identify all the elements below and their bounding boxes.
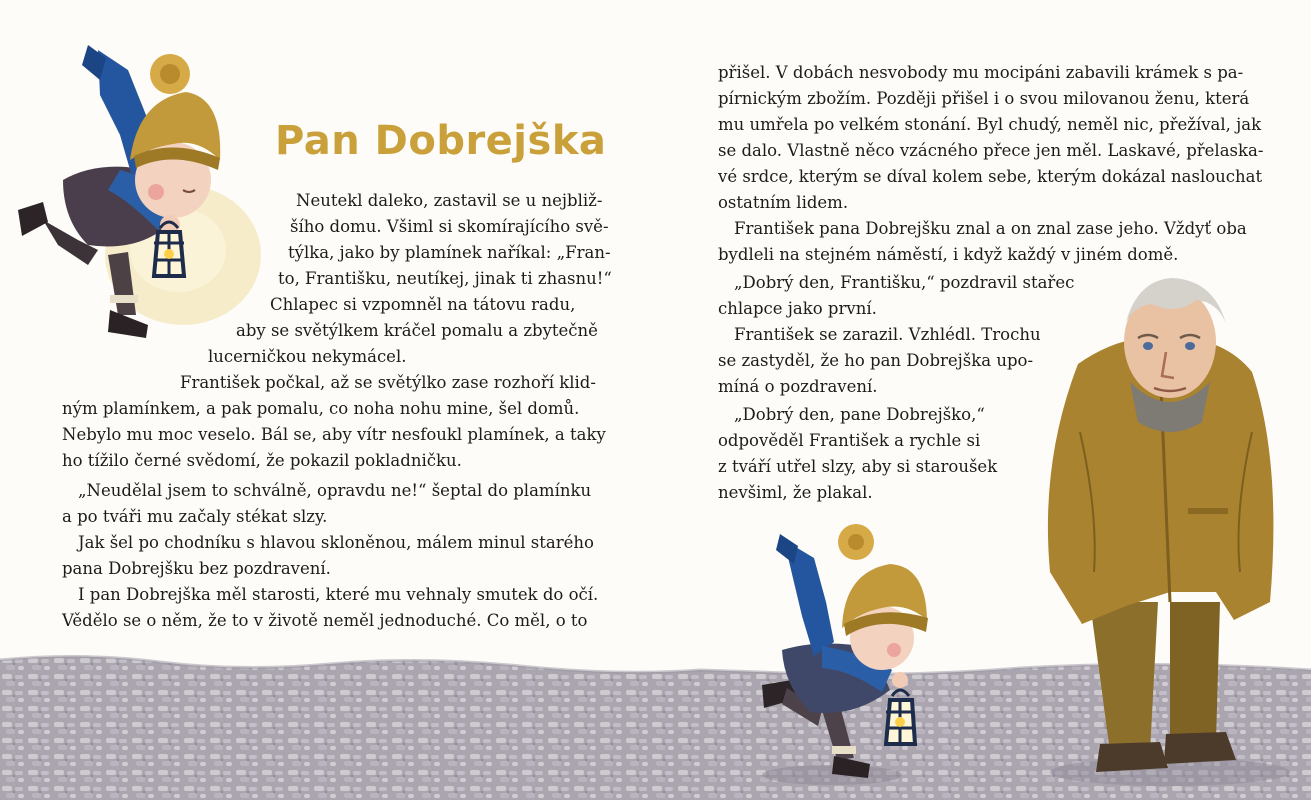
chapter-title: Pan Dobrejška — [275, 118, 607, 164]
old-man-illustration — [1020, 272, 1310, 792]
text-line: pírnickým zbožím. Později přišel i o svou milovanou ženu, která — [718, 89, 1250, 108]
text-line: se dalo. Vlastně něco vzácného přece jen měl. Laskavé, přelaska- — [718, 141, 1264, 160]
text-line: vé srdce, kterým se díval kolem sebe, kterým dokázal naslouchat — [718, 167, 1263, 186]
text-line: Vědělo se o něm, že to v životě neměl jednoduché. Co měl, o to — [62, 611, 588, 630]
text-line: šího domu. Všiml si skomírajícího svě- — [290, 217, 609, 236]
text-line: ho tížilo černé svědomí, že pokazil pokladničku. — [62, 451, 462, 470]
text-line: a po tváři mu začaly stékat slzy. — [62, 507, 328, 526]
text-line: „Neudělal jsem to schválně, opravdu ne!“ šeptal do plamínku — [78, 481, 592, 500]
text-line: ostatním lidem. — [718, 193, 849, 212]
text-line: „Dobrý den, Františku,“ pozdravil stařec — [734, 273, 1075, 292]
text-line: Nebylo mu moc veselo. Bál se, aby vítr nesfoukl plamínek, a taky — [62, 425, 606, 444]
text-line: přišel. V dobách nesvobody mu mocipáni zabavili krámek s pa- — [718, 63, 1244, 82]
text-line: František pana Dobrejšku znal a on znal zase jeho. Vždyť oba — [734, 219, 1247, 238]
text-line: z tváří utřel slzy, aby si staroušek — [718, 457, 998, 476]
text-line: Jak šel po chodníku s hlavou skloněnou, málem minul starého — [78, 533, 594, 552]
text-line: bydleli na stejném náměstí, i když každý v jiném domě. — [718, 245, 1179, 264]
text-line: František se zarazil. Vzhlédl. Trochu — [734, 325, 1041, 344]
text-line: I pan Dobrejška měl starosti, které mu vehnaly smutek do očí. — [78, 585, 599, 604]
text-line: míná o pozdravení. — [718, 377, 878, 396]
text-line: týlka, jako by plamínek naříkal: „Fran- — [288, 243, 611, 262]
text-line: „Dobrý den, pane Dobrejško,“ — [734, 405, 985, 424]
walking-boy-illustration — [722, 520, 942, 790]
text-line: nevšiml, že plakal. — [718, 483, 873, 502]
text-line: aby se světýlkem kráčel pomalu a zbytečně — [236, 321, 598, 340]
text-line: ným plamínkem, a pak pomalu, co noha nohu mine, šel domů. — [62, 399, 580, 418]
boy-with-lantern-illustration — [8, 40, 268, 340]
text-line: František počkal, až se světýlko zase rozhoří klid- — [180, 373, 596, 392]
text-line: lucerničkou nekymácel. — [208, 347, 407, 366]
text-line: Chlapec si vzpomněl na tátovu radu, — [270, 295, 576, 314]
text-line: pana Dobrejšku bez pozdravení. — [62, 559, 331, 578]
text-line: to, Františku, neutíkej, jinak ti zhasnu!“ — [278, 269, 612, 288]
text-line: Neutekl daleko, zastavil se u nejbliž- — [296, 191, 603, 210]
text-line: chlapce jako první. — [718, 299, 877, 318]
text-line: odpověděl František a rychle si — [718, 431, 981, 450]
text-line: mu umřela po velkém stonání. Byl chudý, neměl nic, přežíval, jak — [718, 115, 1262, 134]
text-line: se zastyděl, že ho pan Dobrejška upo- — [718, 351, 1034, 370]
